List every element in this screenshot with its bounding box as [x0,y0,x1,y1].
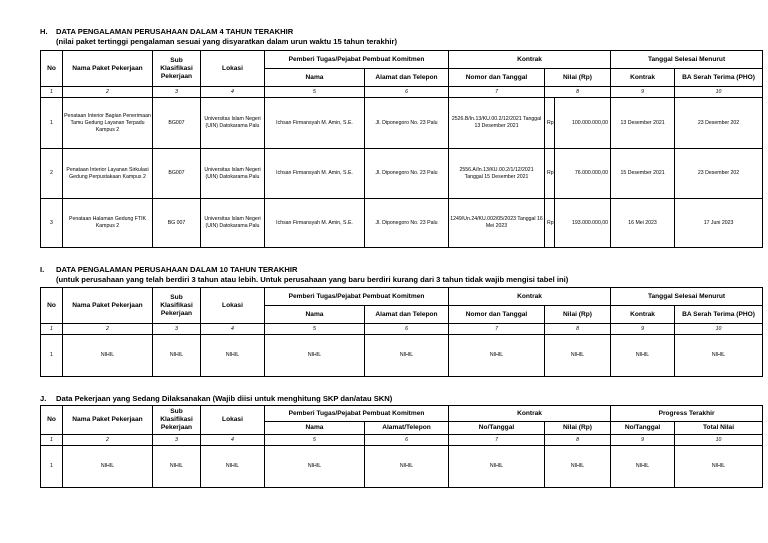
header-tanggal-selesai: Tanggal Selesai Menurut [611,51,763,69]
header-no: No [41,406,63,435]
table-row: 3 Penataan Halaman Gedung FTIK Kampus 2 BG 007 Universitas Islam Negeri (UIN) Datokarama Palu Ichsan Firmansyah M. Amin, S.E. Jl. Diponegoro No. 23 Palu 1249/Un.24/KU.002/05/2023 Tanggal 16 Mei 2023 Rp 193.000.000,00 16 Mei 2023 17 Juni 2023 [41,199,763,248]
header-nama-paket: Nama Paket Pekerjaan [63,406,153,435]
header-ba-serah: BA Serah Terima (PHO) [675,306,763,324]
header-nilai: Nilai (Rp) [545,69,611,87]
table-row: 1 NIHIL NIHIL NIHIL NIHIL NIHIL NIHIL NIHIL NIHIL NIHIL [41,335,763,377]
header-tanggal-selesai: Tanggal Selesai Menurut [611,288,763,306]
section-j-title: J. Data Pekerjaan yang Sedang Dilaksanakan (Wajib diisi untuk menghitung SKP dan/atau SKN) [40,394,393,403]
header-kontrak: Kontrak [449,406,611,422]
header-progress-no-tanggal: No/Tanggal [611,422,675,435]
header-lokasi: Lokasi [201,51,265,87]
header-nomor-tanggal: Nomor dan Tanggal [449,306,545,324]
header-alamat: Alamat dan Telepon [365,69,449,87]
header-sub-klasifikasi: Sub Klasifikasi Pekerjaan [153,51,201,87]
section-j-heading [40,394,392,404]
header-lokasi: Lokasi [201,406,265,435]
header-nama: Nama [265,69,365,87]
header-pemberi: Pemberi Tugas/Pejabat Pembuat Komitmen [265,406,449,422]
table-row: 1 NIHIL NIHIL NIHIL NIHIL NIHIL NIHIL NIHIL NIHIL NIHIL [41,446,763,488]
section-h-heading [40,27,397,47]
header-pemberi: Pemberi Tugas/Pejabat Pembuat Komitmen [265,288,449,306]
column-number-row: 1 2 3 4 5 6 7 8 9 10 [41,87,763,98]
header-no: No [41,288,63,324]
header-alamat: Alamat dan Telepon [365,306,449,324]
header-nama: Nama [265,306,365,324]
column-number-row: 1 2 3 4 5 6 7 8 9 10 [41,324,763,335]
header-lokasi: Lokasi [201,288,265,324]
header-sub-klasifikasi: Sub Klasifikasi Pekerjaan [153,406,201,435]
header-nilai: Nilai (Rp) [545,422,611,435]
header-total-nilai: Total Nilai [675,422,763,435]
section-i-title: I. DATA PENGALAMAN PERUSAHAAN DALAM 10 TAHUN TERAKHIR [40,265,298,274]
header-kontrak-date: Kontrak [611,306,675,324]
header-kontrak: Kontrak [449,288,611,306]
header-no-tanggal: No/Tanggal [449,422,545,435]
table-row: 2 Penataan Interior Layanan Sirkulasi Gedung Perpustakaan Kampus 2 BG007 Universitas Islam Negeri (UIN) Datokarama Palu Ichsan Firmansyah M. Amin, S.E. Jl. Diponegoro No. 23 Palu 2556.A/In.13/KU.00.2/1/12/2021 Tanggal 15 Desember 2021 Rp 76.000.000,00 15 Desember 2021 23 Desember 202 [41,149,763,199]
header-nama: Nama [265,422,365,435]
header-kontrak: Kontrak [449,51,611,69]
table-j [40,405,763,488]
header-no: No [41,51,63,87]
header-alamat: Alamat/Telepon [365,422,449,435]
table-h [40,50,763,248]
header-sub-klasifikasi: Sub Klasifikasi Pekerjaan [153,288,201,324]
header-nama-paket: Nama Paket Pekerjaan [63,288,153,324]
section-i-heading [40,265,568,285]
header-kontrak-date: Kontrak [611,69,675,87]
header-progress: Progress Terakhir [611,406,763,422]
header-nomor-tanggal: Nomor dan Tanggal [449,69,545,87]
header-nilai: Nilai (Rp) [545,306,611,324]
section-h-title: H. DATA PENGALAMAN PERUSAHAAN DALAM 4 TAHUN TERAKHIR [40,27,294,36]
header-nama-paket: Nama Paket Pekerjaan [63,51,153,87]
section-h-subtitle: (nilai paket tertinggi pengalaman sesuai yang disyaratkan dalam urun waktu 15 tahun terakhir) [56,37,397,46]
header-pemberi: Pemberi Tugas/Pejabat Pembuat Komitmen [265,51,449,69]
table-row: 1 Penataan Interior Bagian Penerimaan Tamu Gedung Layanan Terpadu Kampus 2 BG007 Universitas Islam Negeri (UIN) Datokarama Palu Ichsan Firmansyah M. Amin, S.E. Jl. Diponegoro No. 23 Palu 2526.B/In.13/KU.00.2/12/2021 Tanggal 13 Desember 2021 Rp 100.000.000,00 13 Desember 2021 23 Desember 202 [41,98,763,149]
column-number-row: 1 2 3 4 5 6 7 8 9 10 [41,435,763,446]
table-i [40,287,763,377]
section-i-subtitle: (untuk perusahaan yang telah berdiri 3 tahun atau lebih. Untuk perusahaan yang baru berdiri kurang dari 3 tahun tidak wajib mengisi tabel ini) [56,275,569,284]
header-ba-serah: BA Serah Terima (PHO) [675,69,763,87]
